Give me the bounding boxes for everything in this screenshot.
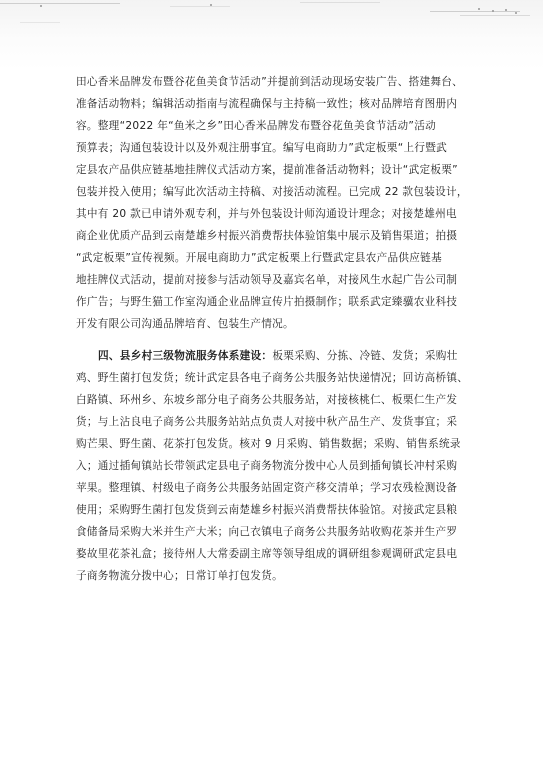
text-line: 食储备局采购大米并生产大米；向己衣镇电子商务公共服务站收购花茶并生产罗	[76, 526, 458, 538]
section-4-first-line	[76, 345, 470, 367]
text-line: 入；通过插甸镇站长带领武定县电子商务物流分拨中心人员到插甸镇长冲村采购	[76, 460, 458, 472]
section-4-paragraph	[76, 345, 470, 587]
text-line: 定县农产品供应链基地挂牌仪式活动方案，提前准备活动物料；设计“武定板栗”	[76, 164, 458, 176]
section-4-heading: 四、县乡村三级物流服务体系建设：	[98, 350, 273, 362]
text-line: 准备活动物料；编辑活动指南与流程确保与主持稿一致性；核对品牌培育图册内	[76, 98, 458, 110]
text-line: 其中有 20 款已申请外观专利，并与外包装设计师沟通设计理念；对接楚雄州电	[76, 208, 457, 220]
section-4-first-line-text: 板栗采购、分拣、冷链、发货；采购壮	[272, 350, 458, 362]
text-line: 苹果。整理镇、村级电子商务公共服务站固定资产移交清单；学习农残检测设备	[76, 482, 458, 494]
text-line: 预算表；沟通包装设计以及外观注册事宜。编写电商助力”武定板栗“上行暨武	[76, 142, 448, 154]
text-line: 婺故里花茶礼盒；接待州人大常委副主席等领导组成的调研组参观调研武定县电	[76, 548, 458, 560]
text-line: 地挂牌仪式活动，提前对接参与活动领导及嘉宾名单，对接风生水起广告公司制	[76, 274, 458, 286]
text-line: 白路镇、环州乡、东坡乡部分电子商务公共服务站，对接核桃仁、板栗仁生产发	[76, 394, 458, 406]
text-line: “武定板栗”宣传视频。开展电商助力”武定板栗上行暨武定县农产品供应链基	[76, 252, 442, 264]
text-line: 鸡、野生菌打包发货；统计武定县各电子商务公共服务站快递情况；回访高桥镇、	[76, 372, 469, 384]
text-line: 货；与上沾良电子商务公共服务站站点负责人对接中秋产品生产、发货事宜；采	[76, 416, 458, 428]
text-line: 包装并投入使用；编写此次活动主持稿、对接活动流程。已完成 22 款包装设计，	[76, 186, 468, 198]
text-line: 商企业优质产品到云南楚雄乡村振兴消费帮扶体验馆集中展示及销售渠道；拍摄	[76, 230, 458, 242]
text-line: 使用；采购野生菌打包发货到云南楚雄乡村振兴消费帮扶体验馆。对接武定县粮	[76, 504, 458, 516]
text-line: 子商务物流分拨中心；日常订单打包发货。	[76, 570, 283, 582]
text-line: 开发有限公司沟通品牌培育、包装生产情况。	[76, 318, 294, 330]
text-line: 田心香米品牌发布暨谷花鱼美食节活动”并提前到活动现场安装广告、搭建舞台、	[76, 76, 464, 88]
text-line: 购芒果、野生菌、花茶打包发货。核对 9 月采购、销售数据；采购、销售系统录	[76, 438, 461, 450]
scan-artifact-header	[0, 0, 543, 36]
text-line: 作广告；与野生猫工作室沟通企业品牌宣传片拍摄制作；联系武定臻骥农业科技	[76, 296, 458, 308]
text-line: 容。整理“2022 年“鱼米之乡”田心香米品牌发布暨谷花鱼美食节活动”活动	[76, 120, 437, 132]
body-paragraph-continued	[76, 71, 470, 335]
